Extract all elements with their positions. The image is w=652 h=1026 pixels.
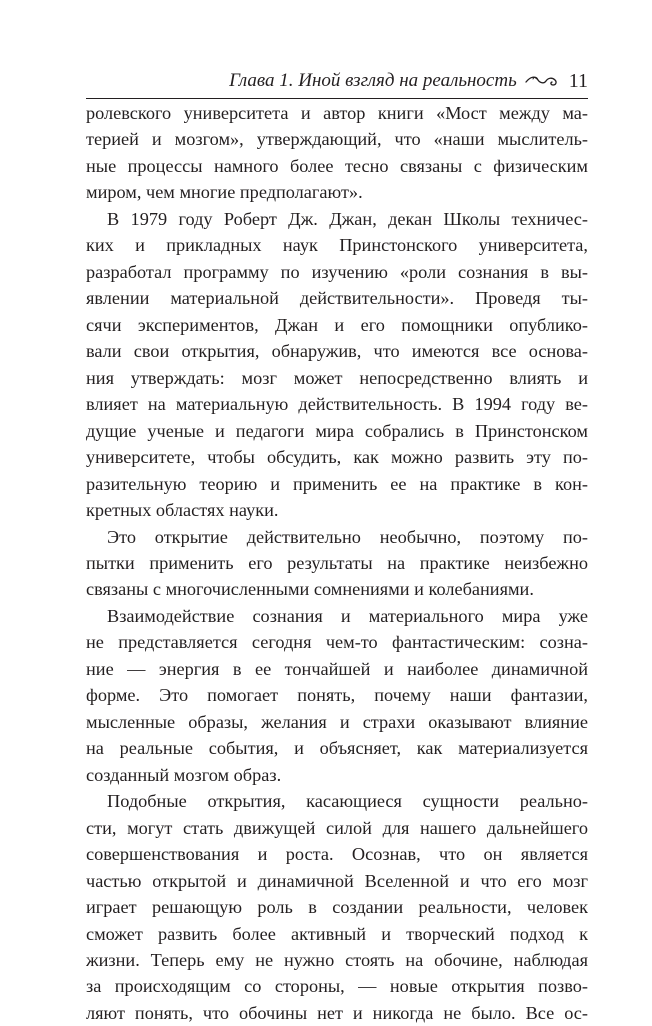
body-text [86, 100, 588, 1026]
text-line: разительную теорию и применить ее на практике в кон- [86, 473, 588, 494]
text-line: вали свои открытия, обнаружив, что имеются все основа- [86, 341, 588, 362]
text-line: сячи экспериментов, Джан и его помощники опублико- [86, 314, 588, 335]
text-line: ролевского университета и автор книги «Мост между ма- [86, 103, 588, 123]
text-line: явлении материальной действительности». Проведя ты- [86, 288, 588, 309]
page-number: 11 [568, 69, 588, 92]
chapter-title: Глава 1. Иной взгляд на реальность [229, 70, 517, 91]
text-line: созданный мозгом образ. [86, 764, 282, 785]
text-line: форме. Это помогает понять, почему наши фантазии, [86, 685, 588, 706]
text-line: ние — энергия в ее тончайшей и наиболее динамичной [86, 658, 588, 679]
text-line: В 1979 году Роберт Дж. Джан, декан Школы техничес- [107, 208, 588, 229]
text-line: Подобные открытия, касающиеся сущности реально- [107, 791, 588, 812]
text-line: мысленные образы, желания и страхи оказывают влияние [86, 711, 588, 732]
header-rule [86, 98, 588, 99]
text-line: жизни. Теперь ему не нужно стоять на обочине, наблюдая [86, 950, 588, 970]
paragraph [86, 603, 588, 788]
text-line: ляют понять, что обочины нет и никогда не было. Все ос- [86, 1002, 588, 1023]
text-line: Взаимодействие сознания и материального мира уже [107, 605, 588, 626]
running-header [86, 66, 588, 96]
swirl-ornament-icon [525, 74, 559, 88]
text-line: не представляется сегодня чем-то фантастическим: созна- [86, 632, 588, 653]
text-line: терией и мозгом», утверждающий, что «наши мыслитель- [86, 129, 588, 150]
paragraph [86, 788, 588, 1026]
text-line: миром, чем многие предполагают». [86, 182, 363, 203]
paragraph [86, 206, 588, 524]
text-line: сможет развить более активный и творческий подход к [86, 923, 588, 944]
text-line: влияет на материальную действительность. В 1994 году ве- [86, 394, 588, 415]
text-line: ких и прикладных наук Принстонского университета, [86, 235, 588, 256]
text-line: пытки применить его результаты на практике неизбежно [86, 552, 588, 573]
text-line: Это открытие действительно необычно, поэтому по- [107, 526, 588, 547]
text-line: разработал программу по изучению «роли сознания в вы- [86, 261, 588, 282]
text-line: на реальные события, и объясняет, как материализуется [86, 738, 588, 759]
text-line: дущие ученые и педагоги мира собрались в Принстонском [86, 420, 588, 441]
paragraph [86, 524, 588, 603]
text-line: связаны с многочисленными сомнениями и колебаниями. [86, 579, 534, 600]
text-line: кретных областях науки. [86, 500, 279, 521]
paragraph [86, 100, 588, 206]
text-line: частью открытой и динамичной Вселенной и что его мозг [86, 870, 588, 891]
text-line: университете, чтобы обсудить, как можно развить эту по- [86, 447, 588, 468]
text-line: сти, могут стать движущей силой для нашего дальнейшего [86, 817, 588, 838]
text-line: играет решающую роль в создании реальности, человек [86, 897, 588, 918]
text-line: ния утверждать: мозг может непосредственно влиять и [86, 367, 588, 388]
text-line: ные процессы намного более тесно связаны с физическим [86, 155, 588, 176]
text-line: совершенствования и роста. Осознав, что он является [86, 844, 588, 865]
text-line: за происходящим со стороны, — новые открытия позво- [86, 976, 588, 997]
